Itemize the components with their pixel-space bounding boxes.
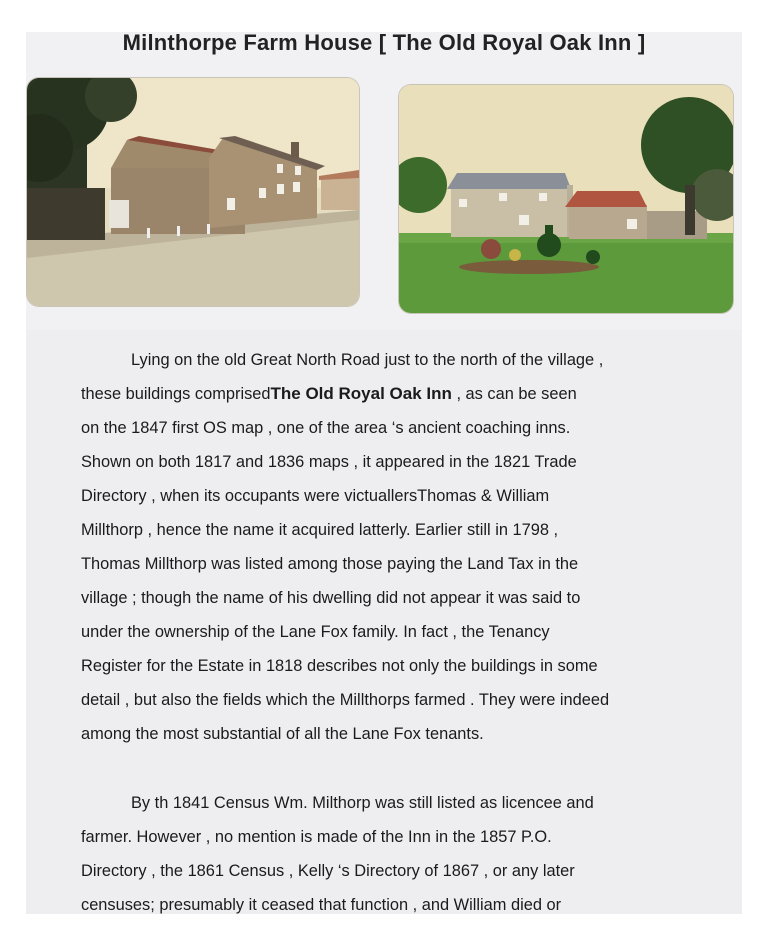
paragraph-history <box>81 343 711 751</box>
inn-name: The Old Royal Oak Inn <box>270 384 452 403</box>
text-fragment: , as can be seen <box>451 385 577 403</box>
farmhouse-lawn-image <box>399 85 733 313</box>
text-line: among the most substantial of all the Lane Fox tenants. <box>81 725 484 743</box>
text-line: Directory , the 1861 Census , Kelly ‘s Directory of 1867 , or any later <box>81 862 575 880</box>
text-line: Directory , when its occupants were victuallersThomas & William <box>81 487 550 505</box>
page-title: Milnthorpe Farm House [ The Old Royal Oak Inn ] <box>122 30 646 55</box>
text-line: Lying on the old Great North Road just to the north of the village , <box>131 351 604 369</box>
text-line: village ; though the name of his dwelling did not appear it was said to <box>81 589 581 607</box>
text-line: Register for the Estate in 1818 describes not only the buildings in some <box>81 657 598 675</box>
text-line: Millthorp , hence the name it acquired latterly. Earlier still in 1798 , <box>81 521 559 539</box>
farmhouse-street-image <box>27 78 359 306</box>
text-line: By th 1841 Census Wm. Milthorp was still listed as licencee and <box>131 794 594 812</box>
text-fragment: these buildings comprised <box>81 385 271 403</box>
paragraph-census <box>81 786 711 922</box>
text-line: farmer. However , no mention is made of the Inn in the 1857 P.O. <box>81 828 552 846</box>
farmhouse-street-photo <box>27 78 359 306</box>
text-line: detail , but also the fields which the Millthorps farmed . They were indeed <box>81 691 610 709</box>
text-line: under the ownership of the Lane Fox family. In fact , the Tenancy <box>81 623 550 641</box>
text-line: censuses; presumably it ceased that function , and William died or <box>81 896 562 914</box>
farmhouse-lawn-photo <box>399 85 733 313</box>
text-line: Shown on both 1817 and 1836 maps , it appeared in the 1821 Trade <box>81 453 577 471</box>
text-line: Thomas Millthorp was listed among those paying the Land Tax in the <box>81 555 579 573</box>
text-line: on the 1847 first OS map , one of the area ‘s ancient coaching inns. <box>81 419 571 437</box>
text-line <box>81 377 711 411</box>
